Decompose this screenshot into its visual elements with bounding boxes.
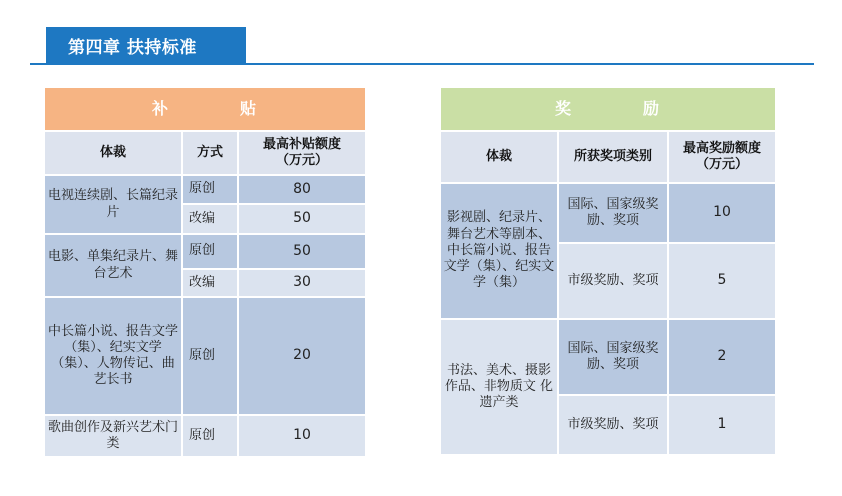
subsidy-method-cell: 改编: [182, 204, 238, 234]
subsidy-method-cell: 原创: [182, 175, 238, 204]
award-banner-right: 励: [643, 99, 662, 118]
subsidy-method-cell: 原创: [182, 297, 238, 415]
award-banner-left: 奖: [554, 99, 573, 118]
award-genre-cell: 影视剧、纪录片、舞台艺术等剧本、中长篇小说、报告文学（集）、纪实文学（集）: [440, 183, 558, 319]
subsidy-banner-left: 补: [151, 99, 170, 118]
subsidy-method-cell: 原创: [182, 234, 238, 269]
award-amount-cell: 10: [668, 183, 776, 243]
award-amount-cell: 5: [668, 243, 776, 319]
subsidy-table: [43, 86, 367, 458]
award-header-max-line1: 最高奖励额度: [682, 140, 761, 156]
award-header-type: 所获奖项类别: [558, 131, 668, 183]
award-amount-cell: 2: [668, 319, 776, 395]
award-type-cell: 市级奖励、奖项: [558, 243, 668, 319]
subsidy-header-method: 方式: [182, 131, 238, 175]
award-header-max-amount: [668, 131, 776, 183]
award-header-genre: 体裁: [440, 131, 558, 183]
subsidy-amount-cell: 50: [238, 204, 366, 234]
award-genre-cell: 书法、美术、摄影作品、非物质文 化遗产类: [440, 319, 558, 455]
subsidy-header-max-line2: （万元）: [275, 153, 328, 168]
subsidy-genre-cell: 歌曲创作及新兴艺术门类: [44, 415, 182, 457]
subsidy-amount-cell: 80: [238, 175, 366, 204]
subsidy-header-max-amount: [238, 131, 366, 175]
subsidy-banner-right: 贴: [240, 99, 259, 118]
award-type-cell: 市级奖励、奖项: [558, 395, 668, 455]
subsidy-amount-cell: 10: [238, 415, 366, 457]
chapter-title-bar: [46, 27, 246, 63]
subsidy-header-genre: 体裁: [44, 131, 182, 175]
award-header-max-line2: （万元）: [695, 157, 748, 172]
subsidy-method-cell: 原创: [182, 415, 238, 457]
award-type-cell: 国际、国家级奖励、奖项: [558, 319, 668, 395]
title-divider: [30, 63, 814, 65]
subsidy-genre-cell: 电视连续剧、长篇纪录片: [44, 175, 182, 234]
award-type-cell: 国际、国家级奖励、奖项: [558, 183, 668, 243]
subsidy-genre-cell: 电影、单集纪录片、舞台艺术: [44, 234, 182, 297]
page-title: 第四章 扶持标准: [68, 38, 197, 58]
award-table: [439, 86, 777, 456]
subsidy-amount-cell: 20: [238, 297, 366, 415]
subsidy-banner: [44, 87, 366, 131]
subsidy-amount-cell: 30: [238, 269, 366, 297]
award-amount-cell: 1: [668, 395, 776, 455]
award-banner: [440, 87, 776, 131]
subsidy-genre-cell: 中长篇小说、报告文学（集）、纪实文学（集）、人物传记、曲艺长书: [44, 297, 182, 415]
subsidy-amount-cell: 50: [238, 234, 366, 269]
subsidy-method-cell: 改编: [182, 269, 238, 297]
subsidy-header-max-line1: 最高补贴额度: [262, 136, 341, 152]
